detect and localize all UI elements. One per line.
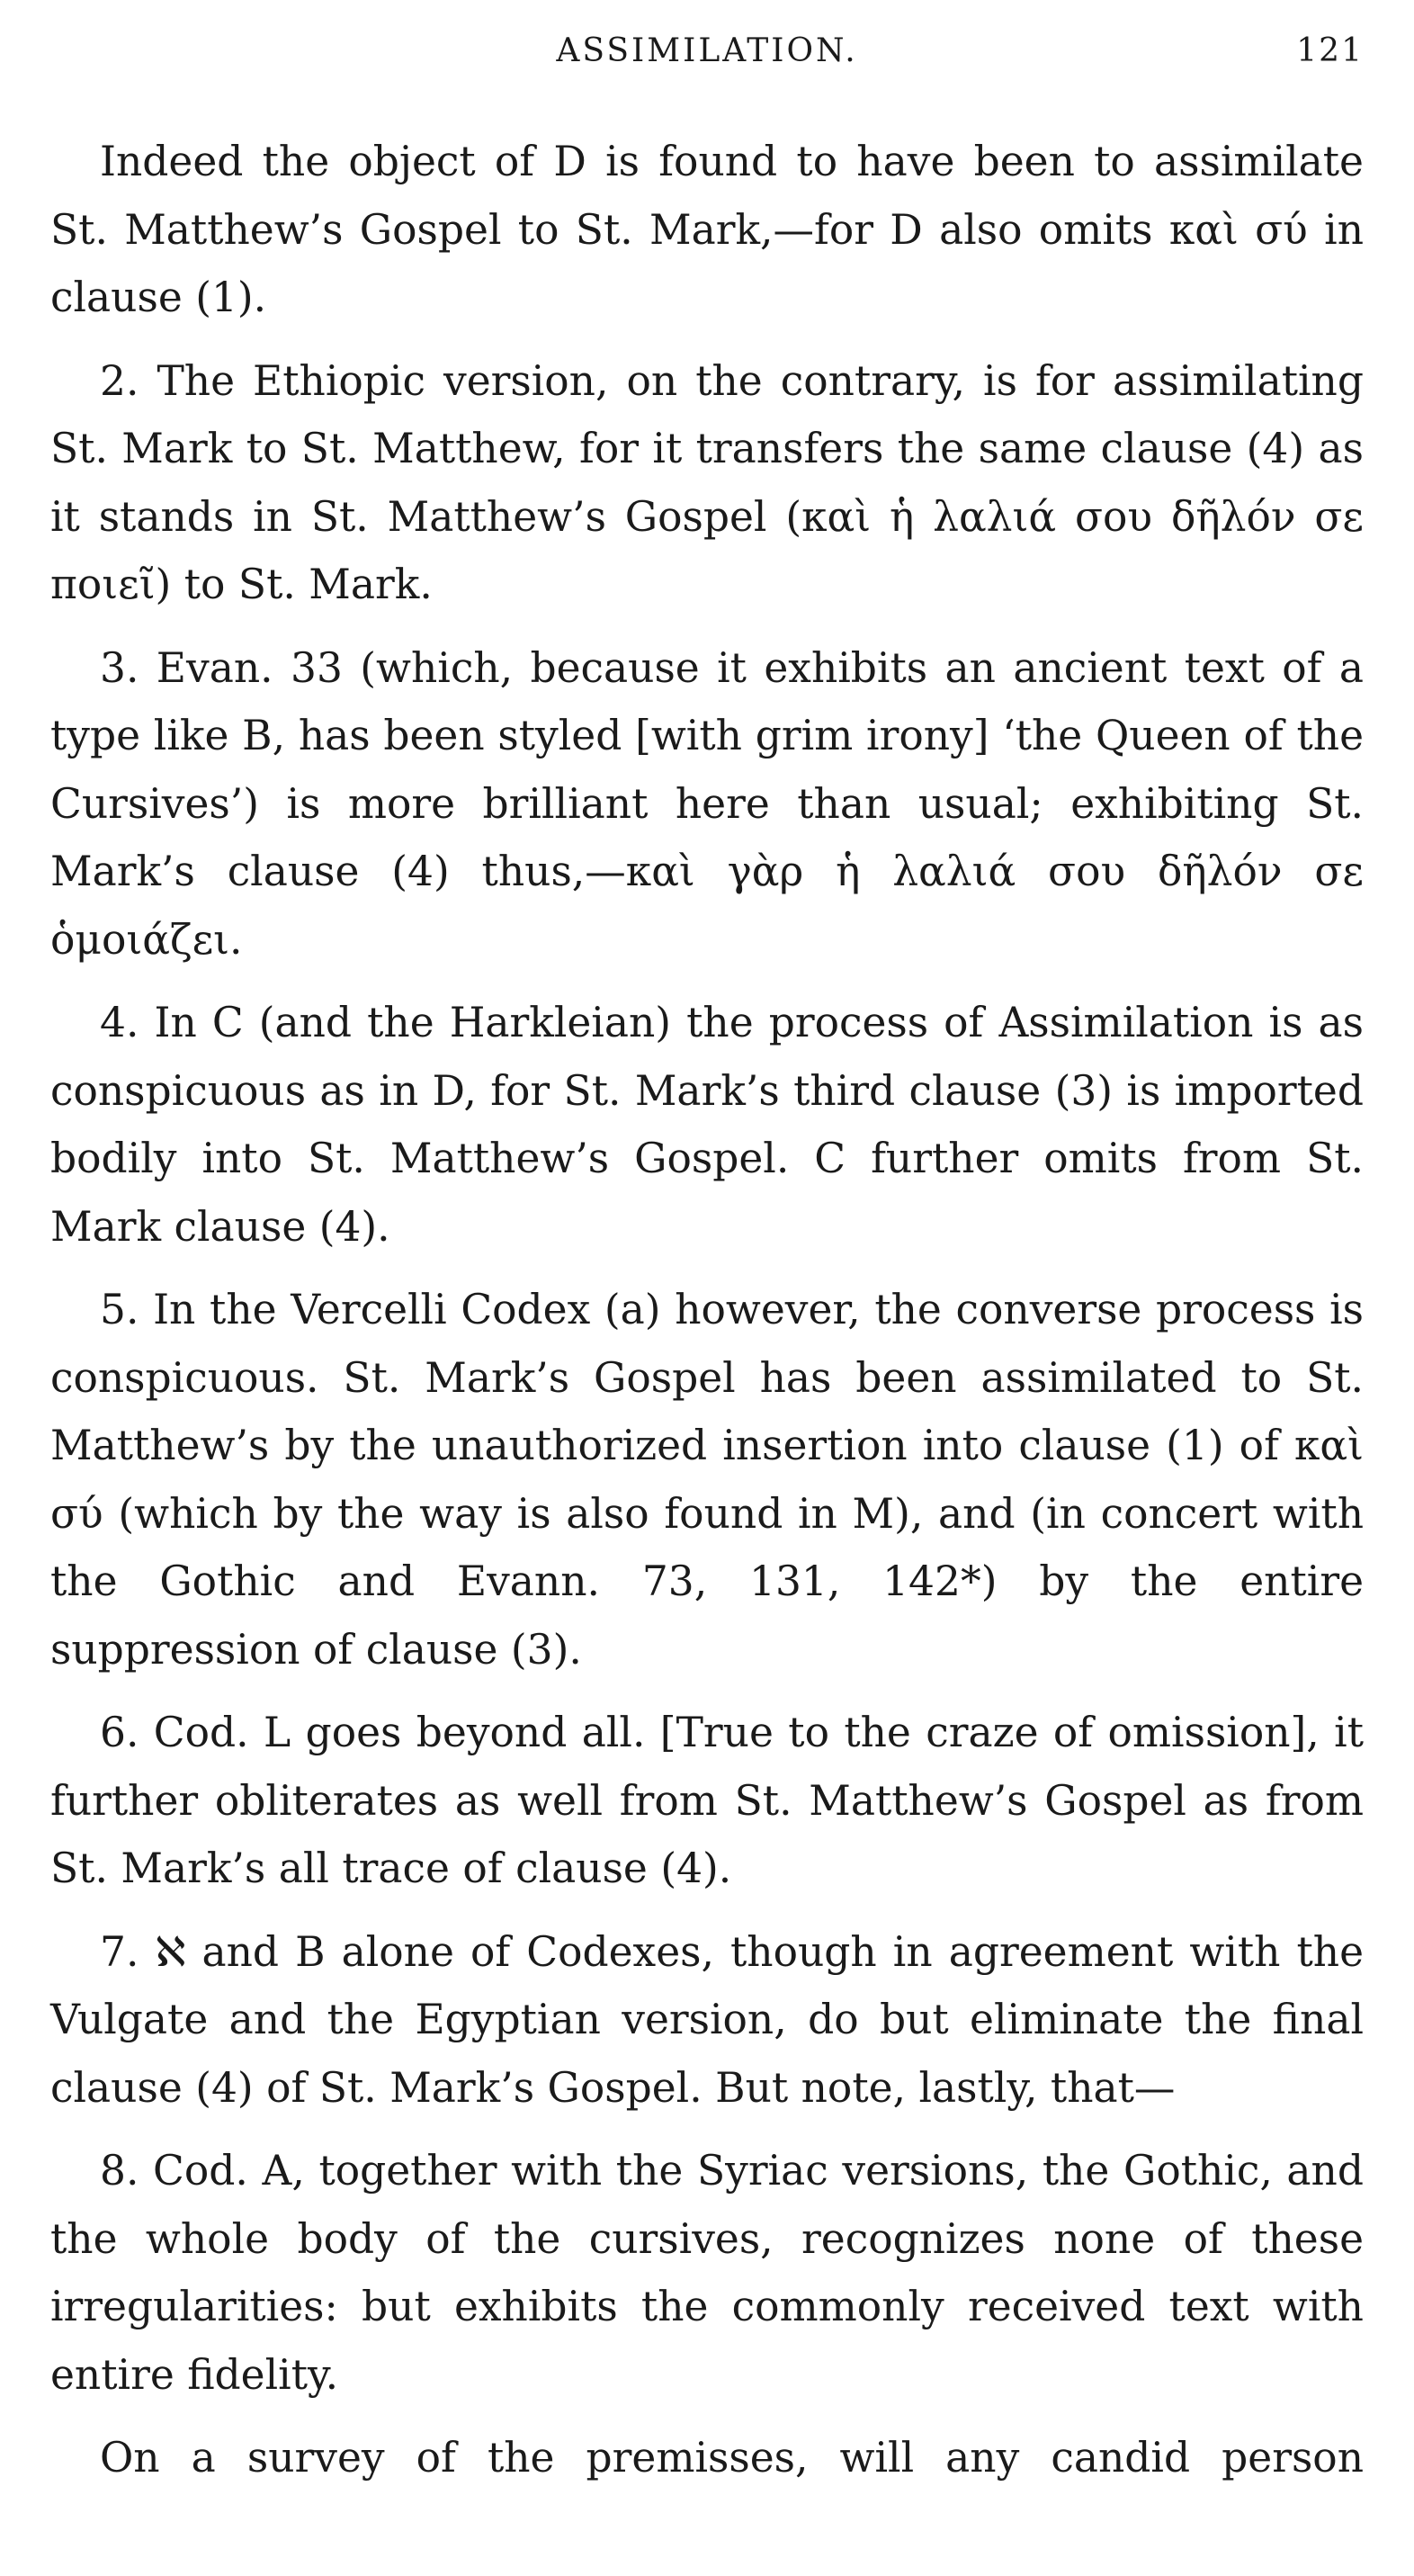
paragraph-intro: Indeed the object of D is found to have been to assimilate St. Matthew’s Gospel to St. Mark,—for D also omits καὶ σύ in clause (1). <box>50 138 1364 321</box>
paragraph-4-cod-c: 4. In C (and the Harkleian) the process of Assimilation is as conspicuous as in D, for St. Mark’s third clause (3) is imported bodily into St. Matthew’s Gospel. C further omits from St. Mark clause (4). <box>50 999 1364 1251</box>
paragraph-6-cod-l: 6. Cod. L goes beyond all. [True to the craze of omission], it further obliterates as well from St. Matthew’s Gospel as from St. Mark’s all trace of clause (4). <box>50 1709 1364 1892</box>
paragraph-8-cod-a: 8. Cod. A, together with the Syriac versions, the Gothic, and the whole body of the cursives, recognizes none of these irregularities: but exhibits the commonly received text with entire fidelity. <box>50 2147 1364 2399</box>
page-number: 121 <box>1296 32 1364 69</box>
paragraph-5-vercelli: 5. In the Vercelli Codex (a) however, the converse process is conspicuous. St. Mark’s Gospel has been assimilated to St. Matthew’s by the unauthorized insertion into clause (1) of καὶ σύ (which by the way is also found in M), and (in concert with the Gothic and Evann. 73, 131, 142*) by the entire suppression of clause (3). <box>50 1286 1364 1674</box>
paragraph-survey: On a survey of the premisses, will any candid person <box>100 2434 1364 2482</box>
paragraph-3-evan-33: 3. Evan. 33 (which, because it exhibits an ancient text of a type like B, has been styled [with grim irony] ‘the Queen of the Cursives’) is more brilliant here than usual; exhibiting St. Mark’s clause (4) thus,—καὶ γὰρ ἡ λαλιά σου δῆλόν σε ὁμοιάζει. <box>50 643 1364 964</box>
running-title: ASSIMILATION. <box>556 32 858 69</box>
body-text <box>50 128 1364 2492</box>
book-page <box>50 25 1364 2508</box>
paragraph-2-ethiopic: 2. The Ethiopic version, on the contrary, is for assimilating St. Mark to St. Matthew, for it transfers the same clause (4) as it stands in St. Matthew’s Gospel (καὶ ἡ λαλιά σου δῆλόν σε ποιεῖ) to St. Mark. <box>50 356 1364 608</box>
running-header <box>50 25 1364 81</box>
paragraph-7-aleph-b: 7. ℵ and B alone of Codexes, though in agreement with the Vulgate and the Egyptian version, do but eliminate the final clause (4) of St. Mark’s Gospel. But note, lastly, that— <box>50 1927 1364 2112</box>
